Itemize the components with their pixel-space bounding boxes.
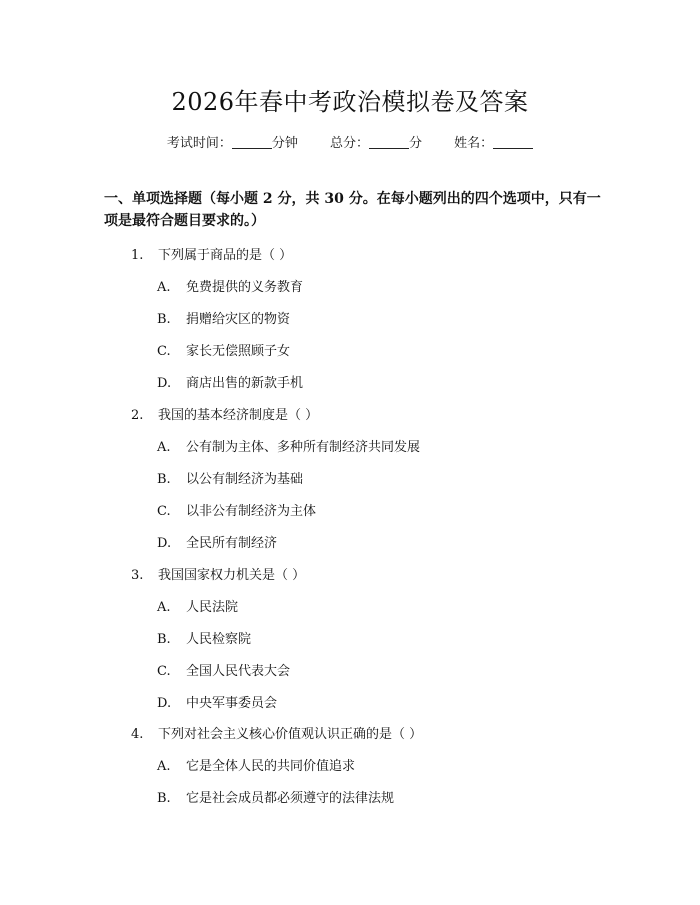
exam-time-field bbox=[167, 132, 298, 151]
option-letter: B. bbox=[157, 791, 171, 806]
question-item bbox=[131, 723, 422, 742]
name-blank bbox=[493, 148, 533, 149]
question-item bbox=[131, 404, 318, 423]
option-letter: D. bbox=[157, 536, 172, 551]
exam-info-line bbox=[0, 132, 700, 151]
section-heading: 一、单项选择题（每小题 2 分，共 30 分。在每小题列出的四个选项中，只有一项是最符合题目要求的。） bbox=[104, 191, 601, 229]
question-text: 下列属于商品的是（ ） bbox=[158, 248, 293, 263]
question-number: 3. bbox=[131, 568, 144, 583]
option-text: 以非公有制经济为主体 bbox=[186, 504, 317, 519]
option-text: 商店出售的新款手机 bbox=[186, 376, 304, 391]
option-text: 人民检察院 bbox=[186, 632, 252, 647]
answer-option bbox=[157, 660, 290, 679]
total-score-label: 总分： bbox=[329, 136, 369, 151]
exam-time-label: 考试时间： bbox=[166, 136, 232, 151]
option-text: 中央军事委员会 bbox=[186, 696, 278, 711]
total-score-field bbox=[330, 132, 422, 151]
answer-option bbox=[157, 628, 251, 647]
answer-option bbox=[157, 596, 238, 615]
answer-option bbox=[157, 372, 303, 391]
option-text: 家长无偿照顾子女 bbox=[186, 344, 291, 359]
option-letter: D. bbox=[157, 376, 172, 391]
question-number: 2. bbox=[131, 408, 144, 423]
option-text: 全国人民代表大会 bbox=[186, 664, 291, 679]
answer-option bbox=[157, 276, 303, 295]
total-score-unit: 分 bbox=[409, 136, 423, 151]
option-letter: B. bbox=[157, 472, 171, 487]
option-text: 公有制为主体、多种所有制经济共同发展 bbox=[186, 440, 421, 455]
option-letter: C. bbox=[157, 664, 171, 679]
option-letter: A. bbox=[157, 280, 171, 295]
answer-option bbox=[157, 308, 290, 327]
option-text: 全民所有制经济 bbox=[186, 536, 278, 551]
option-letter: D. bbox=[157, 696, 172, 711]
option-letter: C. bbox=[157, 504, 171, 519]
option-letter: B. bbox=[157, 312, 171, 327]
answer-option bbox=[157, 787, 394, 806]
option-letter: A. bbox=[157, 759, 171, 774]
option-text: 人民法院 bbox=[186, 600, 239, 615]
name-label: 姓名： bbox=[454, 136, 494, 151]
answer-option bbox=[157, 500, 316, 519]
answer-option bbox=[157, 436, 420, 455]
name-field bbox=[454, 132, 533, 151]
page-title: 2026年春中考政治模拟卷及答案 bbox=[171, 88, 529, 116]
question-item bbox=[131, 244, 292, 263]
question-text: 下列对社会主义核心价值观认识正确的是（ ） bbox=[158, 727, 423, 742]
exam-time-unit: 分钟 bbox=[271, 136, 298, 151]
option-text: 捐赠给灾区的物资 bbox=[186, 312, 291, 327]
option-letter: B. bbox=[157, 632, 171, 647]
answer-option bbox=[157, 468, 303, 487]
total-score-blank bbox=[369, 148, 409, 149]
option-text: 它是全体人民的共同价值追求 bbox=[186, 759, 356, 774]
answer-option bbox=[157, 340, 290, 359]
option-text: 免费提供的义务教育 bbox=[186, 280, 304, 295]
answer-option bbox=[157, 692, 277, 711]
exam-time-blank bbox=[232, 148, 272, 149]
question-number: 1. bbox=[131, 248, 144, 263]
question-text: 我国的基本经济制度是（ ） bbox=[158, 408, 319, 423]
question-text: 我国国家权力机关是（ ） bbox=[158, 568, 306, 583]
answer-option bbox=[157, 532, 277, 551]
option-letter: A. bbox=[157, 440, 171, 455]
option-letter: C. bbox=[157, 344, 171, 359]
option-text: 以公有制经济为基础 bbox=[186, 472, 304, 487]
question-number: 4. bbox=[131, 727, 144, 742]
option-letter: A. bbox=[157, 600, 171, 615]
option-text: 它是社会成员都必须遵守的法律法规 bbox=[186, 791, 395, 806]
question-item bbox=[131, 564, 305, 583]
answer-option bbox=[157, 755, 355, 774]
